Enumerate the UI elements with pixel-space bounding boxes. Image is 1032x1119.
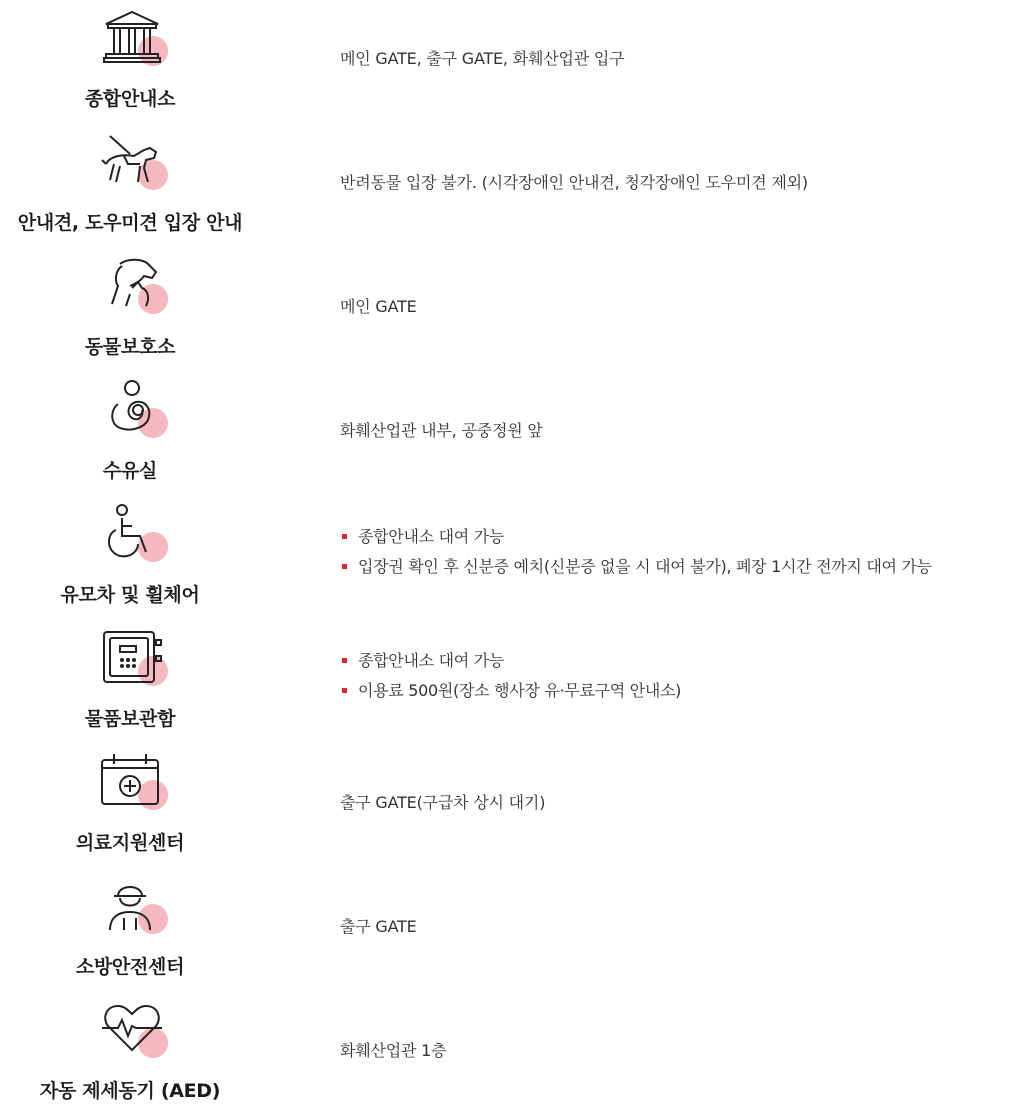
heartbeat-icon	[100, 998, 170, 1062]
facility-title: 동물보호소	[84, 336, 176, 358]
list-item: 이용료 500원(장소 행사장 유·무료구역 안내소)	[340, 676, 681, 706]
facility-row-stroller-wheelchair	[0, 496, 1032, 620]
facility-title: 유모차 및 휠체어	[60, 584, 200, 606]
nursing-mother-icon	[100, 378, 170, 442]
list-item: 종합안내소 대여 가능	[340, 646, 681, 676]
facility-description: 반려동물 입장 불가. (시각장애인 안내견, 청각장애인 도우미견 제외)	[340, 173, 808, 192]
building-icon	[100, 6, 170, 70]
facility-row-medical-center	[0, 744, 1032, 868]
facility-title: 물품보관함	[84, 708, 176, 730]
facility-row-aed	[0, 992, 1032, 1116]
list-item: 입장권 확인 후 신분증 예치(신분증 없을 시 대여 불가), 폐장 1시간 전까지 대여 가능	[340, 552, 932, 582]
facility-title: 의료지원센터	[75, 832, 185, 854]
facility-description: 메인 GATE	[340, 297, 417, 316]
facility-title: 수유실	[102, 460, 158, 482]
locker-icon	[100, 626, 170, 690]
facility-row-locker	[0, 620, 1032, 744]
facility-description: 출구 GATE	[340, 917, 417, 936]
facility-bullet-list	[340, 522, 932, 582]
facility-bullet-list	[340, 646, 681, 706]
facility-description: 화훼산업관 1층	[340, 1041, 447, 1060]
facility-row-animal-shelter	[0, 248, 1032, 372]
facility-row-fire-safety	[0, 868, 1032, 992]
list-item: 종합안내소 대여 가능	[340, 522, 932, 552]
facility-description: 출구 GATE(구급차 상시 대기)	[340, 793, 546, 812]
facility-title: 안내견, 도우미견 입장 안내	[17, 212, 243, 234]
facility-row-nursing-room	[0, 372, 1032, 496]
wheelchair-icon	[100, 502, 170, 566]
medical-calendar-icon	[100, 750, 170, 814]
facility-row-guide-dog	[0, 124, 1032, 248]
facility-row-info-center	[0, 0, 1032, 124]
facility-title: 종합안내소	[84, 88, 176, 110]
dog-cat-icon	[100, 254, 170, 318]
facility-title: 자동 제세동기 (AED)	[39, 1080, 221, 1102]
facility-description: 화훼산업관 내부, 공중정원 앞	[340, 421, 543, 440]
firefighter-icon	[100, 874, 170, 938]
facility-title: 소방안전센터	[75, 956, 185, 978]
guide-dog-icon	[100, 130, 170, 194]
facility-description: 메인 GATE, 출구 GATE, 화훼산업관 입구	[340, 49, 625, 68]
